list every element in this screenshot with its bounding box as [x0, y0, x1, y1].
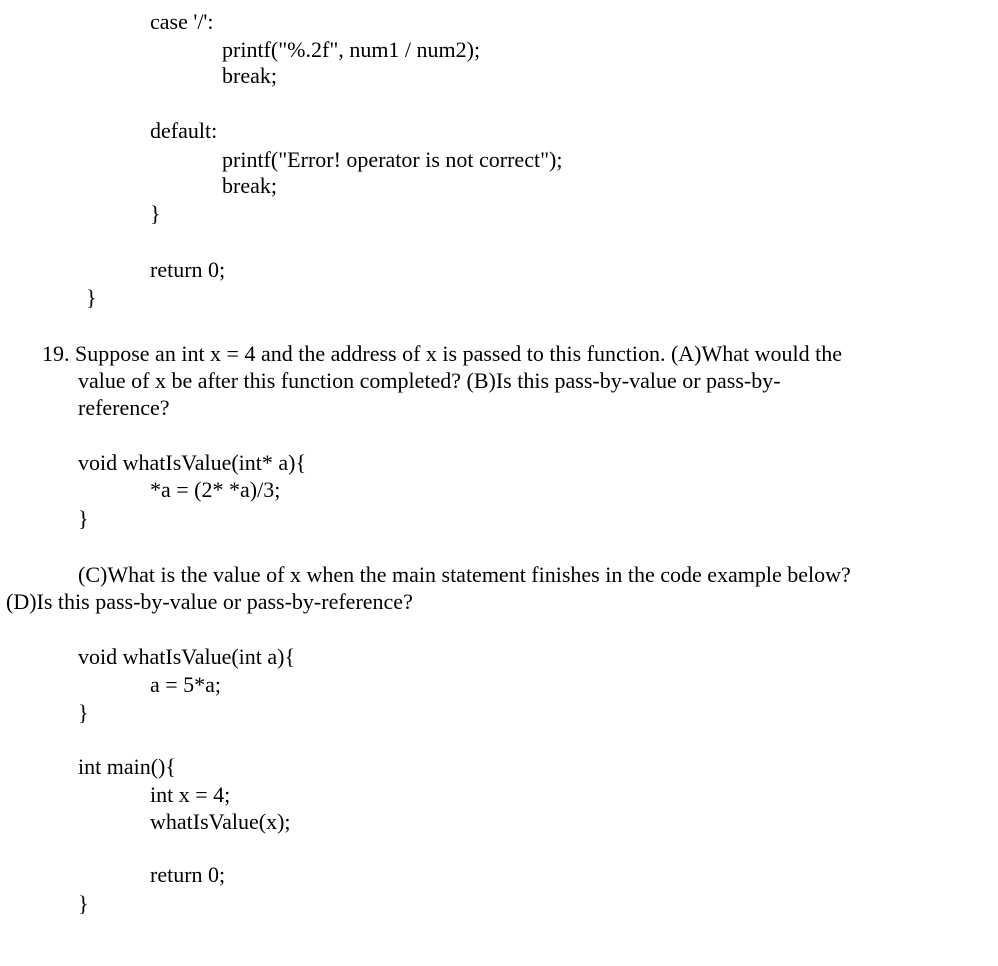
question-19-line-3: reference? [78, 395, 170, 420]
question-19-line-1 [42, 341, 842, 367]
code-default: default: [150, 118, 218, 143]
code-break: break; [222, 63, 277, 88]
code-main-close-brace: } [86, 285, 97, 310]
code-pointer-close-brace: } [78, 506, 89, 531]
question-19-line-2: value of x be after this function completed? (B)Is this pass-by-value or pass-by- [78, 368, 781, 393]
question-number: 19. [42, 341, 70, 366]
code-main-close-brace: } [78, 891, 89, 916]
code-pointer-body: *a = (2* *a)/3; [150, 477, 281, 502]
code-main-declaration: int x = 4; [150, 782, 231, 807]
question-d-line: (D)Is this pass-by-value or pass-by-reference? [6, 589, 413, 614]
code-value-close-brace: } [78, 700, 89, 725]
code-return: return 0; [150, 257, 226, 282]
code-main-call: whatIsValue(x); [150, 809, 291, 834]
code-case-divide: case '/': [150, 9, 214, 34]
code-printf-divide: printf("%.2f", num1 / num2); [222, 37, 481, 62]
question-text: Suppose an int x = 4 and the address of x is passed to this function. (A)What would the [75, 341, 843, 366]
code-break: break; [222, 173, 277, 198]
code-main-return: return 0; [150, 862, 226, 887]
code-value-signature: void whatIsValue(int a){ [78, 644, 296, 669]
code-switch-close-brace: } [150, 201, 161, 226]
code-value-body: a = 5*a; [150, 672, 222, 697]
code-main-signature: int main(){ [78, 754, 176, 779]
code-printf-error: printf("Error! operator is not correct"); [222, 147, 563, 172]
code-pointer-signature: void whatIsValue(int* a){ [78, 450, 307, 475]
question-c-line: (C)What is the value of x when the main statement finishes in the code example below? [78, 562, 851, 587]
